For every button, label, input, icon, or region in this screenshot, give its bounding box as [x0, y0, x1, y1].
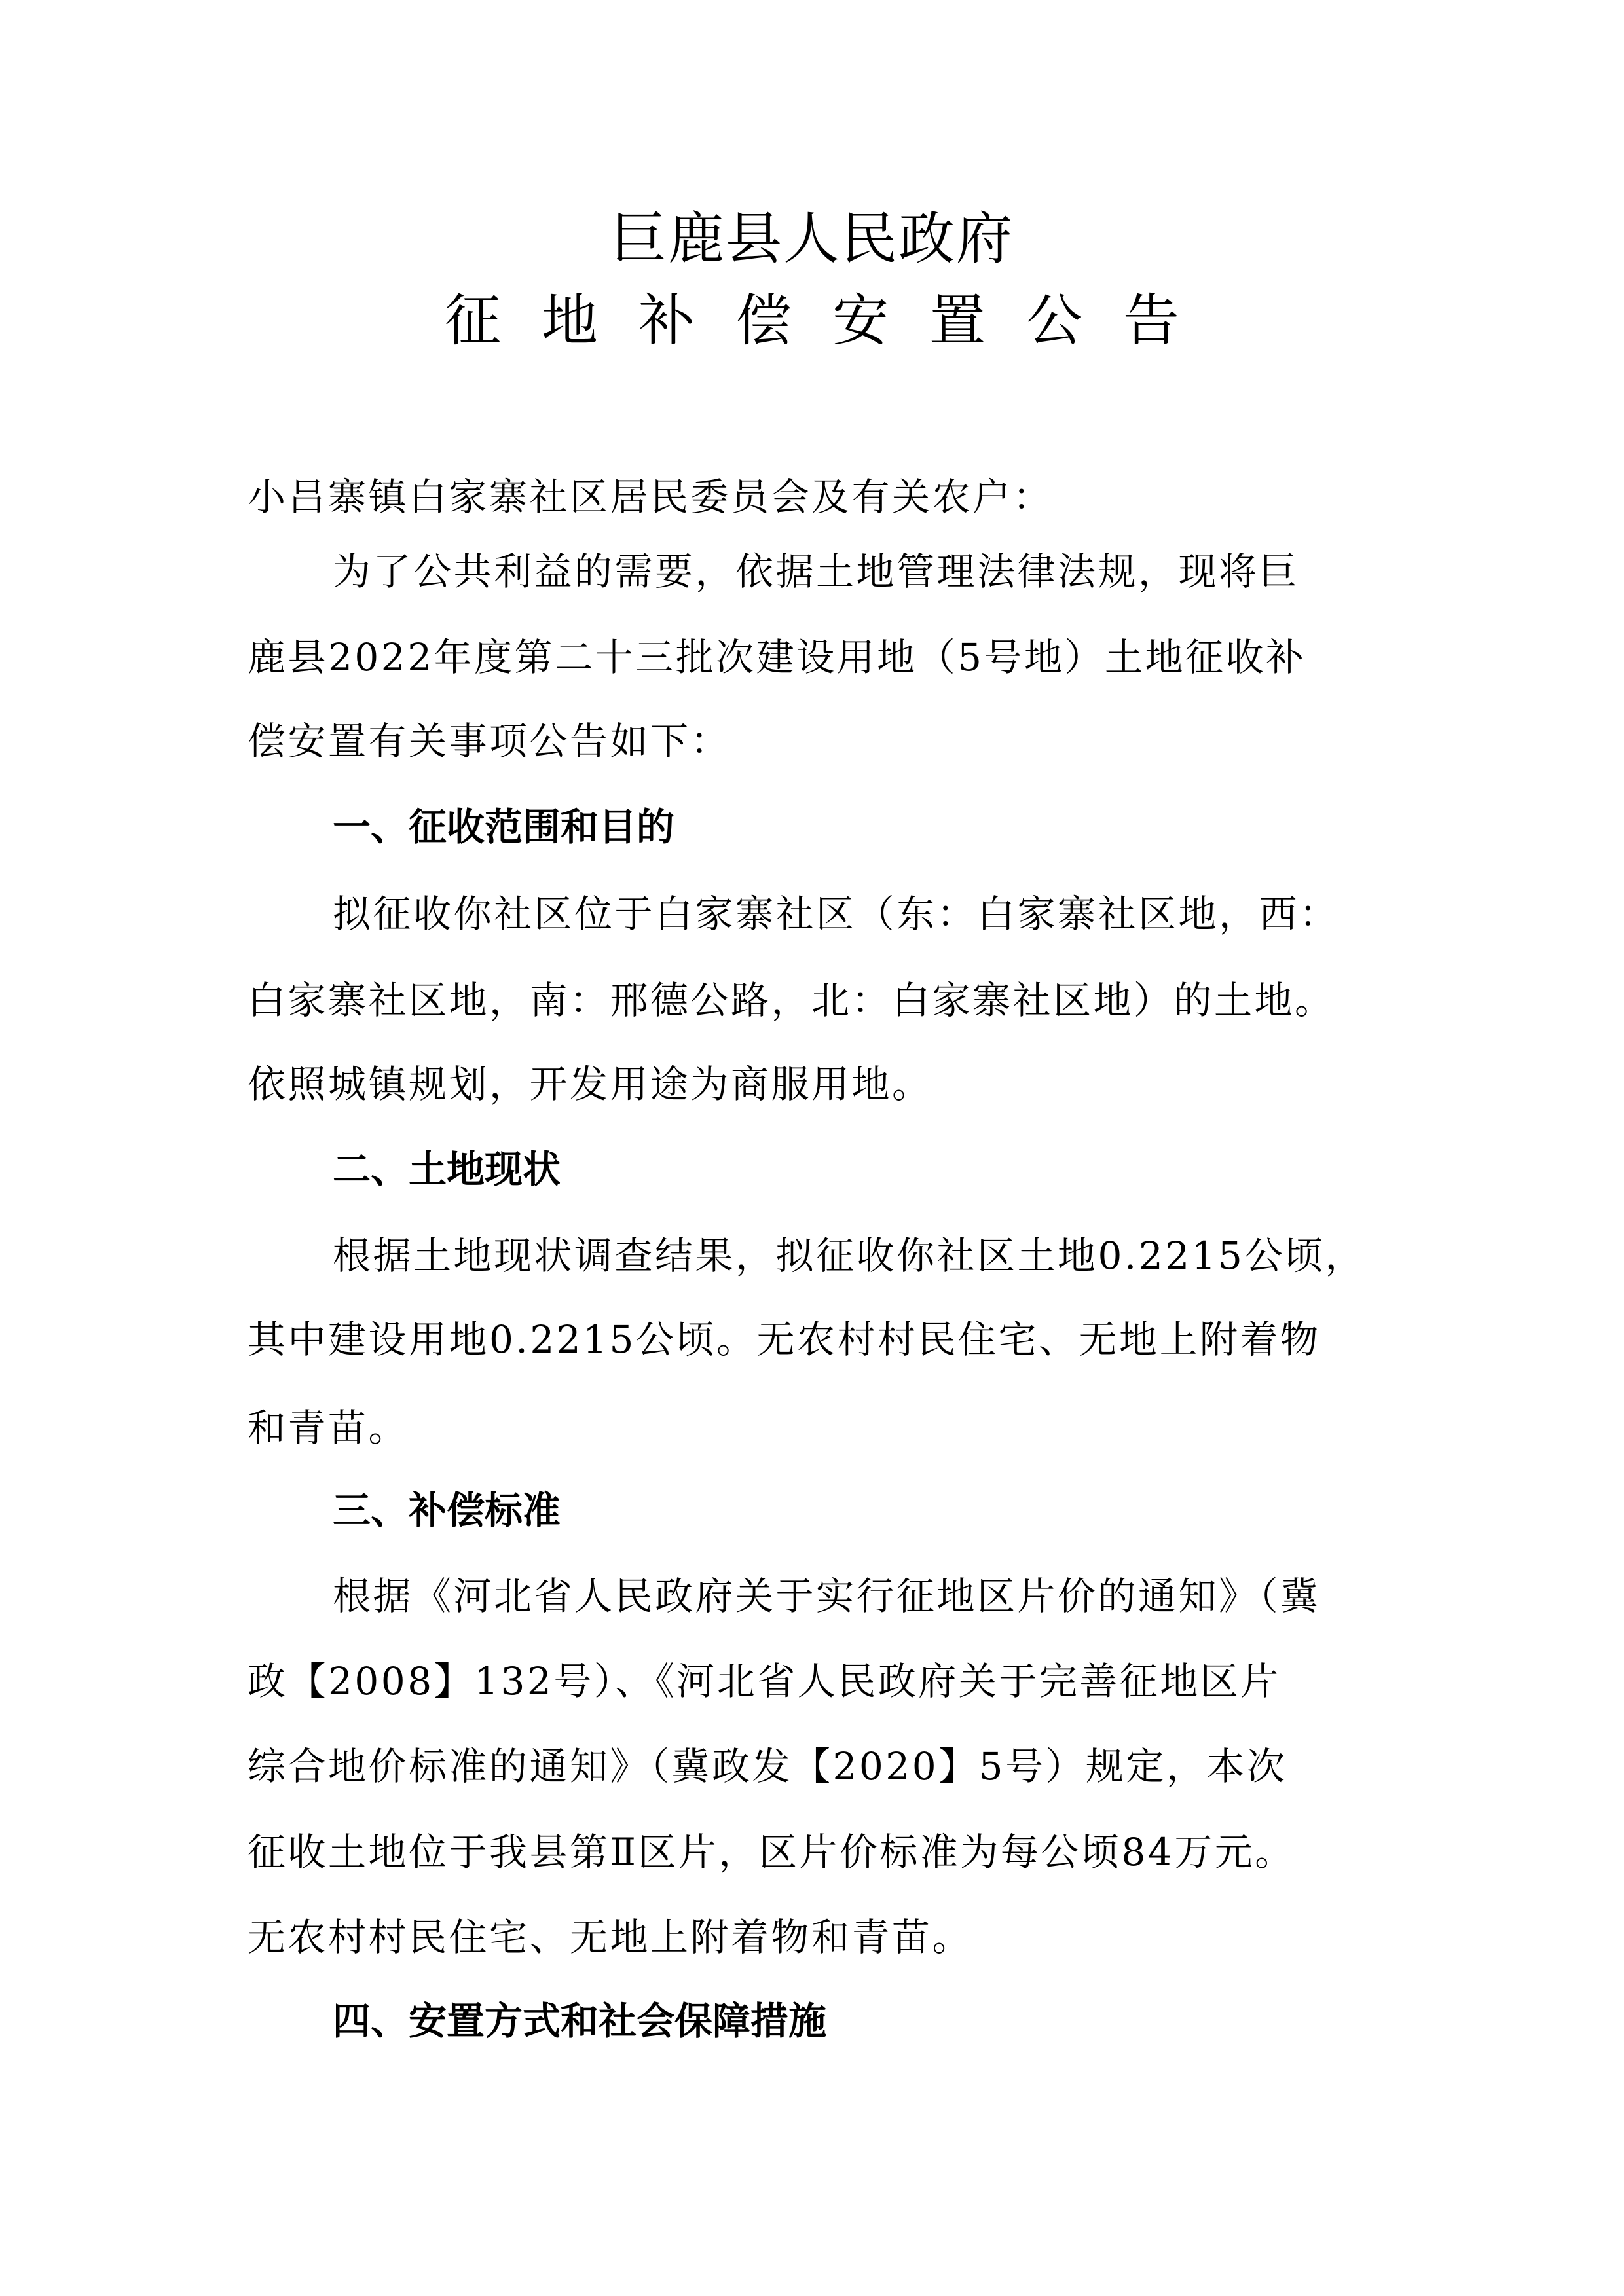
body-line: 根据《河北省人民政府关于实行征地区片价的通知》（冀 [333, 1574, 1321, 1618]
body-line: 和青苗。 [248, 1406, 409, 1450]
intro-line: 为了公共利益的需要，依据土地管理法律法规，现将巨 [333, 549, 1300, 594]
body-line: 征收土地位于我县第Ⅱ区片，区片价标准为每公顷84万元。 [248, 1830, 1295, 1874]
section-heading-3: 三、补偿标准 [333, 1488, 561, 1533]
body-line: 白家寨社区地，南：邢德公路，北：白家寨社区地）的土地。 [248, 978, 1335, 1023]
section-heading-2: 二、土地现状 [333, 1147, 561, 1192]
body-line: 其中建设用地0.2215公顷。无农村村民住宅、无地上附着物 [248, 1317, 1321, 1362]
section-heading-4: 四、安置方式和社会保障措施 [333, 1999, 827, 2043]
notice-title: 征地补偿安置公告 [445, 288, 1220, 354]
intro-line: 鹿县2022年度第二十三批次建设用地（5号地）土地征收补 [248, 635, 1306, 680]
body-line: 根据土地现状调查结果，拟征收你社区土地0.2215公顷， [333, 1233, 1365, 1278]
body-line: 政【2008】132号）、《河北省人民政府关于完善征地区片 [248, 1659, 1281, 1704]
issuer-title: 巨鹿县人民政府 [610, 206, 1014, 272]
body-line: 无农村村民住宅、无地上附着物和青苗。 [248, 1915, 973, 1959]
body-line: 综合地价标准的通知》（冀政发【2020】5号）规定，本次 [248, 1744, 1287, 1789]
body-line: 依照城镇规划，开发用途为商服用地。 [248, 1062, 932, 1106]
section-heading-1: 一、征收范围和目的 [333, 805, 675, 849]
intro-line: 偿安置有关事项公告如下： [248, 719, 731, 763]
body-line: 拟征收你社区位于白家寨社区（东：白家寨社区地，西： [333, 892, 1340, 936]
addressee: 小吕寨镇白家寨社区居民委员会及有关农户： [248, 475, 1054, 519]
